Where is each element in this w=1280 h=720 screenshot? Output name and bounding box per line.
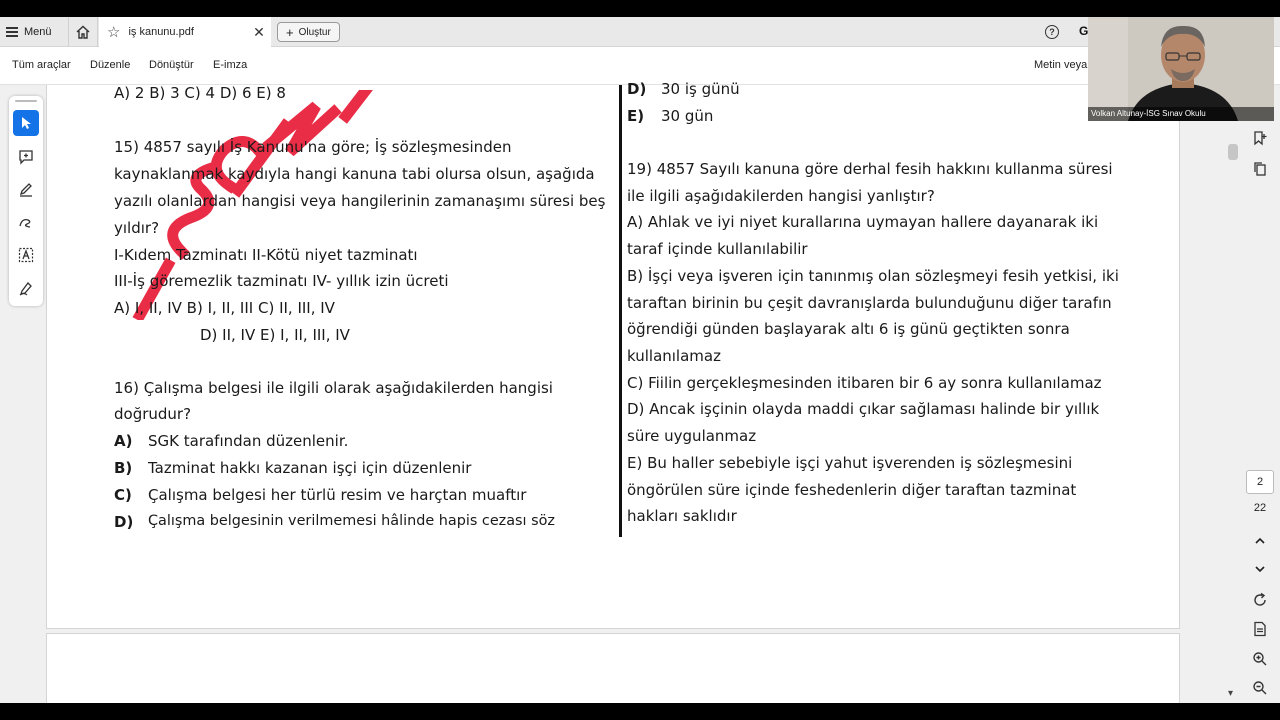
doc-right-line-11: E) Bu haller sebebiyle işçi yahut işverenden iş sözleşmesini bbox=[627, 454, 1073, 472]
option-letter: A) bbox=[114, 432, 133, 450]
comment-tool[interactable] bbox=[13, 144, 39, 170]
option-text: Çalışma belgesinin verilmemesi hâlinde hapis cezası söz bbox=[148, 513, 555, 529]
create-button[interactable] bbox=[277, 22, 340, 42]
doc-left-line-3: yazılı olanlardan hangisi veya hangilerinin zamanaşımı süresi beş bbox=[114, 192, 606, 210]
doc-left-line-5: I-Kıdem Tazminatı II-Kötü niyet tazminatı bbox=[114, 246, 418, 264]
screen-top-border bbox=[0, 0, 1280, 17]
refresh-icon[interactable] bbox=[1248, 588, 1272, 612]
presenter-video bbox=[1088, 17, 1274, 121]
doc-right-line-12: öngörülen süre içinde feshedenlerin diğer taraftan tazminat bbox=[627, 481, 1077, 499]
option-text: 30 gün bbox=[661, 107, 714, 125]
doc-left-line-9: 16) Çalışma belgesi ile ilgili olarak aşağıdakilerden hangisi bbox=[114, 379, 553, 397]
doc-left-line-10: doğrudur? bbox=[114, 405, 192, 423]
total-pages: 22 bbox=[1253, 502, 1267, 514]
help-icon[interactable]: ? bbox=[1045, 25, 1059, 39]
doc-left-line-6: III-İş göremezlik tazminatı IV- yıllık izin ücreti bbox=[114, 272, 449, 290]
doc-left-line-7: A) I, II, IV B) I, II, III C) II, III, IV bbox=[114, 299, 335, 317]
doc-right-line-13: hakları saklıdır bbox=[627, 507, 737, 525]
zoom-in-icon[interactable] bbox=[1248, 647, 1272, 671]
option-text: Tazminat hakkı kazanan işçi için düzenlenir bbox=[148, 459, 472, 477]
doc-right-line-8: C) Fiilin gerçekleşmesinden itibaren bir 6 ay sonra kullanılamaz bbox=[627, 374, 1102, 392]
search-text-field[interactable]: Metin veya bbox=[1034, 59, 1088, 71]
pen-icon bbox=[18, 181, 34, 197]
highlight-tool[interactable] bbox=[13, 176, 39, 202]
document-view-icon[interactable] bbox=[1248, 617, 1272, 641]
toolbar-esign[interactable]: E-imza bbox=[213, 59, 248, 71]
plus-icon: + bbox=[286, 24, 294, 40]
doc-right-line-6: öğrendiği günden başlayarak altı 6 iş günü geçtikten sonra bbox=[627, 320, 1070, 338]
option-letter: E) bbox=[627, 107, 645, 125]
doc-left-line-0: A) 2 B) 3 C) 4 D) 6 E) 8 bbox=[114, 84, 286, 102]
star-icon[interactable]: ☆ bbox=[107, 24, 121, 41]
option-letter: D) bbox=[627, 80, 647, 98]
pdf-next-page bbox=[46, 633, 1180, 713]
current-page-input[interactable]: 2 bbox=[1246, 470, 1274, 494]
doc-right-line-4: B) İşçi veya işveren için tanınmış olan sözleşmeyi fesih yetkisi, iki bbox=[627, 267, 1119, 285]
cursor-arrow-icon bbox=[19, 116, 33, 130]
option-text: Çalışma belgesi her türlü resim ve harçtan muaftır bbox=[148, 486, 527, 504]
screen-bottom-border bbox=[0, 703, 1280, 720]
chevron-down-icon[interactable] bbox=[1248, 557, 1272, 581]
menu-label: Menü bbox=[24, 26, 52, 38]
doc-left-line-2: kaynaklanmak kaydıyla hangi kanuna tabi olursa olsun, aşağıda bbox=[114, 165, 595, 183]
option-letter: B) bbox=[114, 459, 133, 477]
freehand-icon bbox=[18, 214, 34, 230]
signature-pen-icon bbox=[18, 280, 34, 296]
comment-add-icon bbox=[18, 149, 34, 165]
account-initial[interactable]: G bbox=[1079, 24, 1089, 38]
home-button[interactable] bbox=[68, 17, 98, 47]
doc-right-line-10: süre uygulanmaz bbox=[627, 427, 757, 445]
bookmark-icon[interactable] bbox=[1248, 126, 1272, 150]
option-letter: C) bbox=[114, 486, 132, 504]
scroll-down-arrow-icon[interactable]: ▾ bbox=[1228, 688, 1234, 699]
webcam-overlay bbox=[1088, 17, 1274, 121]
create-label: Oluştur bbox=[298, 26, 331, 38]
toolbar-all-tools[interactable]: Tüm araçlar bbox=[12, 59, 71, 71]
doc-right-line-1: ile ilgili aşağıdakilerden hangisi yanlıştır? bbox=[627, 187, 935, 205]
option-text: SGK tarafından düzenlenir. bbox=[148, 432, 349, 450]
palette-grip[interactable] bbox=[15, 100, 37, 102]
hamburger-icon bbox=[6, 27, 18, 37]
vertical-scrollbar-thumb[interactable] bbox=[1228, 144, 1238, 160]
doc-right-line-5: taraftan birinin bu çeşit davranışlarda bulunduğunu diğer tarafın bbox=[627, 294, 1112, 312]
toolbar-edit[interactable]: Düzenle bbox=[90, 59, 131, 71]
zoom-out-icon[interactable] bbox=[1248, 676, 1272, 700]
text-box-icon bbox=[18, 247, 34, 263]
doc-left-line-8: D) II, IV E) I, II, III, IV bbox=[200, 326, 350, 344]
close-icon[interactable]: ✕ bbox=[253, 23, 265, 40]
doc-right-line-0: 19) 4857 Sayılı kanuna göre derhal fesih hakkını kullanma süresi bbox=[627, 160, 1113, 178]
select-tool[interactable] bbox=[13, 110, 39, 136]
home-icon bbox=[76, 25, 90, 39]
draw-tool[interactable] bbox=[13, 209, 39, 235]
webcam-caption: Volkan Altunay-İSG Sınav Okulu bbox=[1088, 107, 1274, 121]
menu-button[interactable] bbox=[6, 21, 52, 43]
chevron-up-icon[interactable] bbox=[1248, 529, 1272, 553]
sign-tool[interactable] bbox=[13, 275, 39, 301]
option-text: 30 iş günü bbox=[661, 80, 740, 98]
doc-left-line-4: yıldır? bbox=[114, 219, 160, 237]
document-tab[interactable] bbox=[99, 17, 271, 47]
doc-right-line-3: taraf içinde kullanılabilir bbox=[627, 240, 808, 258]
copy-pages-icon[interactable] bbox=[1248, 157, 1272, 181]
doc-left-line-1: 15) 4857 sayılı İş Kanunu'na göre; İş sözleşmesinden bbox=[114, 138, 512, 156]
column-divider bbox=[619, 85, 622, 537]
doc-right-line-2: A) Ahlak ve iyi niyet kurallarına uymayan hallere dayanarak iki bbox=[627, 213, 1099, 231]
toolbar-convert[interactable]: Dönüştür bbox=[149, 59, 194, 71]
doc-right-line-7: kullanılamaz bbox=[627, 347, 721, 365]
doc-right-line-9: D) Ancak işçinin olayda maddi çıkar sağlaması halinde bir yıllık bbox=[627, 400, 1100, 418]
tab-title: iş kanunu.pdf bbox=[128, 26, 194, 38]
option-letter: D) bbox=[114, 513, 134, 531]
quick-tools-palette bbox=[9, 96, 43, 306]
text-tool[interactable] bbox=[13, 242, 39, 268]
